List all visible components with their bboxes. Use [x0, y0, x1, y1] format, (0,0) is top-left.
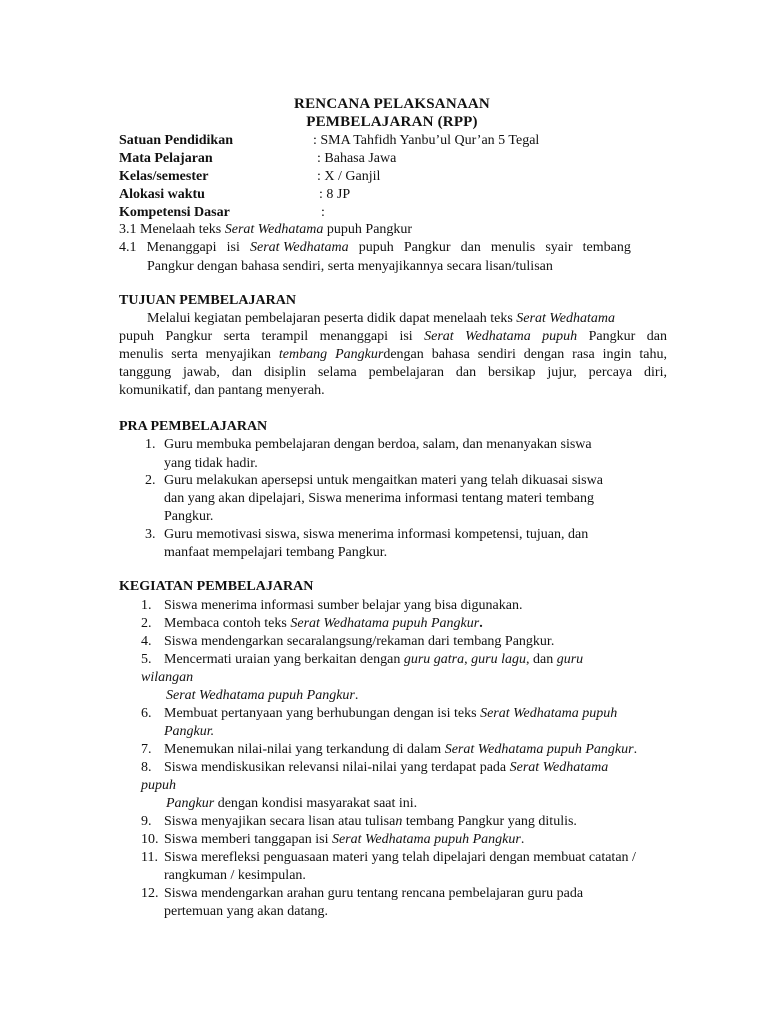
- label-kelas-semester: Kelas/semester: [119, 169, 209, 184]
- pra-item-3-number: 3.: [145, 527, 156, 542]
- label-satuan-pendidikan: Satuan Pendidikan: [119, 133, 233, 148]
- tujuan-heading: TUJUAN PEMBELAJARAN: [119, 293, 296, 308]
- tujuan-line-4: tanggung jawab, dan disiplin selama pembelajaran dan bersikap jujur, percaya diri,: [119, 365, 667, 380]
- kegiatan-item-9-text: Siswa menyajikan secara lisan atau tulisan tembang Pangkur yang ditulis.: [164, 814, 577, 829]
- tujuan-line-3: menulis serta menyajikan tembang Pangkurdengan bahasa sendiri dengan rasa ingin tahu,: [119, 347, 667, 362]
- kegiatan-item-5-line-1: Mencermati uraian yang berkaitan dengan guru gatra, guru lagu, dan guru: [164, 652, 584, 667]
- kegiatan-item-6-line-1: Membuat pertanyaan yang berhubungan dengan isi teks Serat Wedhatama pupuh: [164, 706, 618, 721]
- value-mata-pelajaran: : Bahasa Jawa: [317, 151, 397, 166]
- kegiatan-item-4-text: Siswa mendengarkan secaralangsung/rekaman dari tembang Pangkur.: [164, 634, 555, 649]
- kegiatan-item-8-line-1: Siswa mendiskusikan relevansi nilai-nilai yang terdapat pada Serat Wedhatama: [164, 760, 609, 775]
- kegiatan-item-5-number: 5.: [141, 652, 152, 667]
- tujuan-line-5: komunikatif, dan pantang menyerah.: [119, 383, 325, 398]
- kegiatan-item-9-number: 9.: [141, 814, 152, 829]
- pra-item-2-line-1: Guru melakukan apersepsi untuk mengaitkan materi yang telah dikuasai siswa: [164, 473, 603, 488]
- kegiatan-item-11-line-1: Siswa merefleksi penguasaan materi yang telah dipelajari dengan membuat catatan /: [164, 850, 636, 865]
- value-kelas-semester: : X / Ganjil: [317, 169, 381, 184]
- kegiatan-item-11-line-2: rangkuman / kesimpulan.: [164, 868, 306, 883]
- document-title-line-1: RENCANA PELAKSANAAN: [294, 96, 490, 112]
- kegiatan-item-6-line-2: Pangkur.: [164, 724, 215, 739]
- pra-heading: PRA PEMBELAJARAN: [119, 419, 268, 434]
- kegiatan-item-12-line-2: pertemuan yang akan datang.: [164, 904, 329, 919]
- kegiatan-item-1-number: 1.: [141, 598, 152, 613]
- kegiatan-item-2-text: Membaca contoh teks Serat Wedhatama pupuh Pangkur.: [164, 616, 483, 631]
- kd-4-1-line-2: Pangkur dengan bahasa sendiri, serta menyajikannya secara lisan/tulisan: [147, 259, 553, 274]
- kegiatan-item-8-number: 8.: [141, 760, 152, 775]
- tujuan-line-2: pupuh Pangkur serta terampil menanggapi isi Serat Wedhatama pupuh Pangkur dan: [119, 329, 667, 344]
- label-mata-pelajaran: Mata Pelajaran: [119, 151, 213, 166]
- tujuan-paragraph: [119, 310, 667, 400]
- kegiatan-item-11-number: 11.: [141, 850, 158, 865]
- document-title-line-2: PEMBELAJARAN (RPP): [306, 114, 478, 130]
- kegiatan-item-5-line-2: wilangan: [141, 670, 194, 685]
- value-kompetensi-dasar: :: [321, 205, 325, 220]
- pra-item-1-number: 1.: [145, 437, 156, 452]
- pra-item-2-line-2: dan yang akan dipelajari, Siswa menerima informasi tentang materi tembang: [164, 491, 594, 506]
- kegiatan-item-6-number: 6.: [141, 706, 152, 721]
- pra-item-2-line-3: Pangkur.: [164, 509, 214, 524]
- kegiatan-item-12-line-1: Siswa mendengarkan arahan guru tentang rencana pembelajaran guru pada: [164, 886, 584, 901]
- pra-item-1-line-1: Guru membuka pembelajaran dengan berdoa, salam, dan menanyakan siswa: [164, 437, 592, 452]
- kegiatan-item-12-number: 12.: [141, 886, 159, 901]
- kegiatan-item-7-number: 7.: [141, 742, 152, 757]
- kegiatan-item-1-text: Siswa menerima informasi sumber belajar yang bisa digunakan.: [164, 598, 523, 613]
- kegiatan-item-2-number: 2.: [141, 616, 152, 631]
- kd-3-1: 3.1 Menelaah teks Serat Wedhatama pupuh Pangkur: [119, 222, 413, 237]
- tujuan-line-1: Melalui kegiatan pembelajaran peserta didik dapat menelaah teks Serat Wedhatama: [147, 311, 615, 326]
- kegiatan-item-7-text: Menemukan nilai-nilai yang terkandung di dalam Serat Wedhatama pupuh Pangkur.: [164, 742, 638, 757]
- label-kompetensi-dasar: Kompetensi Dasar: [119, 205, 230, 220]
- pra-item-3-line-2: manfaat mempelajari tembang Pangkur.: [164, 545, 388, 560]
- kegiatan-item-10-number: 10.: [141, 832, 159, 847]
- kegiatan-item-8-line-2: pupuh: [141, 778, 176, 793]
- kegiatan-item-10-text: Siswa memberi tanggapan isi Serat Wedhatama pupuh Pangkur.: [164, 832, 525, 847]
- kegiatan-heading: KEGIATAN PEMBELAJARAN: [119, 579, 314, 594]
- kegiatan-item-8-line-3: Pangkur dengan kondisi masyarakat saat ini.: [166, 796, 418, 811]
- pra-item-3-line-1: Guru memotivasi siswa, siswa menerima informasi kompetensi, tujuan, dan: [164, 527, 589, 542]
- pra-item-2-number: 2.: [145, 473, 156, 488]
- value-alokasi-waktu: : 8 JP: [319, 187, 351, 202]
- pra-item-1-line-2: yang tidak hadir.: [164, 456, 258, 471]
- kd-4-1-line-1: 4.1 Menanggapi isi Serat Wedhatama pupuh Pangkur dan menulis syair tembang: [119, 240, 631, 255]
- kegiatan-item-5-line-3: Serat Wedhatama pupuh Pangkur.: [166, 688, 359, 703]
- kegiatan-item-4-number: 4.: [141, 634, 152, 649]
- value-satuan-pendidikan: : SMA Tahfidh Yanbu’ul Qur’an 5 Tegal: [313, 133, 540, 148]
- label-alokasi-waktu: Alokasi waktu: [119, 187, 205, 202]
